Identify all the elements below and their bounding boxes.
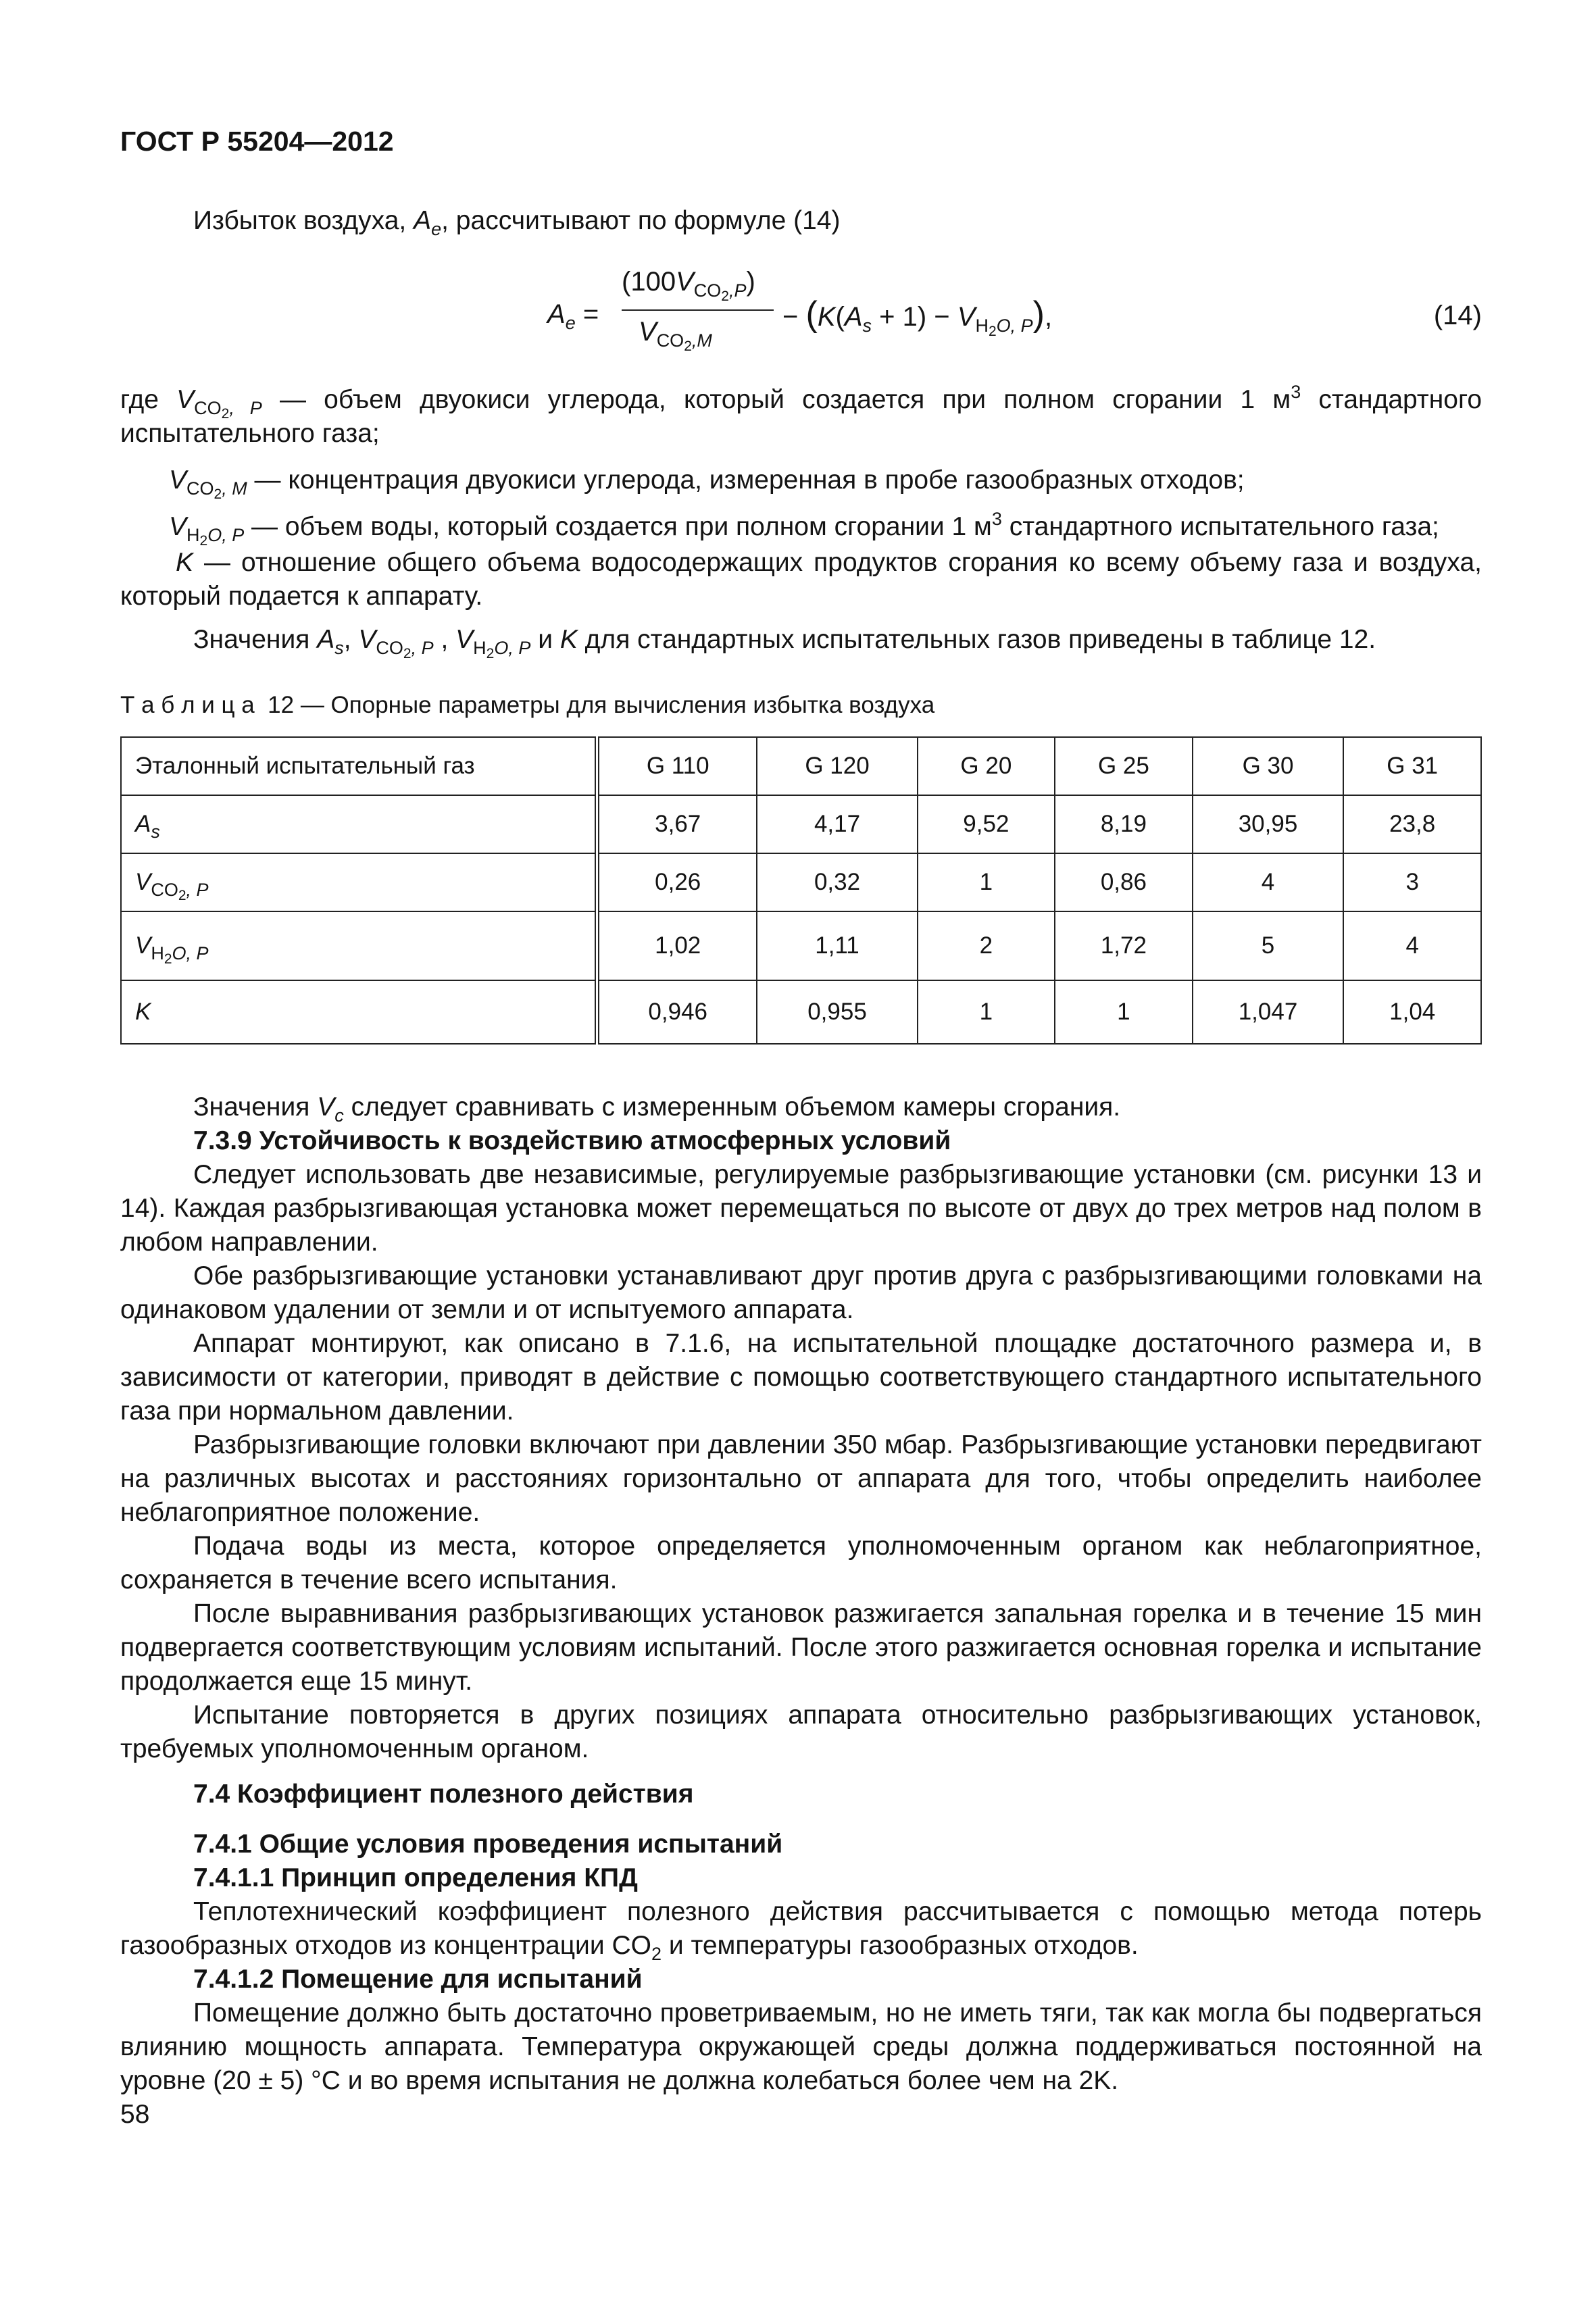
table-cell: 5 <box>1193 911 1344 980</box>
table-cell: 0,26 <box>597 853 757 911</box>
table-column-header: G 25 <box>1055 737 1193 795</box>
formula-number: (14) <box>1433 301 1482 330</box>
document-page: ГОСТ Р 55204—2012 Избыток воздуха, $A_e$, рассчитывают по формуле (14) $A_e$ = $(100V_{CO_2,P})$ $V_{CO_2,M}$ − $(K(A_s + 1) - V_{H_2O, P})$, (14) где $V_{CO_2, P}$ — объем двуокиси углерода, который создается при полном сгорании 1 $м^3$ стандартного испытательного газа; $V_{CO_2, M}$ — концентрация двуокиси углерода, измеренная в пробе газообразных отходов; $V_{H_2O, P}$ — объем воды, который создается при полном сгорании 1 $м^3$ стандартного испытательного газа; K — отношение общего объема водосодержащих продуктов сгорания ко всему объему газа и воздуха, который подается к аппарату. Значения $A_s$, $V_{CO_2, P}$ , $V_{H_2O, P}$ и K для стандартных испытательных газов приведены в таблице 12. Т а б л и ц а 12 — Опорные параметры для вычисления избытка воздуха Эталонный испытательный газ G 110 G 120 G 20 G 25 G 30 G 31 $A_s$ 3,67 4,17 9,52 8,19 30,95 23,8 $V_{CO_2, P}$ 0,26 0,32 1 0,86 4 3 $V_{H_2O, P}$ 1,02 1,11 2 1,72 5 4 K 0,946 0,955 1 1 1,047 1,04 Значения $V_c$ следует сравнивать с измеренным объемом камеры сгорания. 7.3.9 Устойчивость к воздействию атмосферных условий Следует использовать две независимые, регулируемые разбрызгивающие установки (см. рисунки 13 и 14). Каждая разбрызгивающая установка может перемещаться по высоте от двух до трех метров над полом в любом направлении. Обе разбрызгивающие установки устанавливают друг против друга с разбрызгивающими головками на одинаковом удалении от земли и от испытуемого аппарата. Аппарат монтируют, как описано в 7.1.6, на испытательной площадке достаточного размера и, в зависимости от категории, приводят в действие с помощью соответствующего стандартного испытательного газа при нормальном давлении. Разбрызгивающие головки включают при давлении 350 мбар. Разбрызгивающие установки передвигают на различных высотах и расстояниях горизонтально от аппарата для того, чтобы определить наиболее неблагоприятное положение. Подача воды из места, которое определяется уполномоченным органом как неблагоприятное, сохраняется в течение всего испытания. После выравнивания разбрызгивающих установок разжигается запальная горелка и в течение 15 мин подвергается соответствующим условиям испытаний. После этого разжигается основная горелка и испытание продолжается еще 15 минут. Испытание повторяется в других позициях аппарата относительно разбрызгивающих установок, требуемых уполномоченным органом. 7.4 Коэффициент полезного действия 7.4.1 Общие условия проведения испытаний 7.4.1.1 Принцип определения КПД Теплотехнический коэффициент полезного действия рассчитывается с помощью метода потерь газообразных отходов из концентрации $CO_2$ и температуры газообразных отходов. 7.4.1.2 Помещение для испытаний Помещение должно быть достаточно проветриваемым, но не иметь тяги, так как могла бы подвергаться влиянию мощность аппарата. Температура окружающей среды должна поддерживаться постоянной на уровне (20 ± 5) °C и во время испытания не должна колебаться более чем на 2K. 58 <box>120 126 1482 2129</box>
paragraph: Теплотехнический коэффициент полезного действия рассчитывается с помощью метода потерь газообразных отходов из концентрации $CO_2$ и температуры газообразных отходов. <box>120 1897 1482 1964</box>
row-label-as: $A_s$ <box>121 795 597 853</box>
table-row <box>121 980 1481 1044</box>
table-cell: 0,86 <box>1055 853 1193 911</box>
row-label-k: K <box>121 980 597 1044</box>
page-number: 58 <box>120 2100 150 2129</box>
fraction-bar <box>622 309 774 311</box>
formula-denominator: $V_{CO_2,M}$ <box>639 317 712 354</box>
table-cell: 1,04 <box>1343 980 1481 1044</box>
paragraph: Следует использовать две независимые, регулируемые разбрызгивающие установки (см. рисунки 13 и 14). Каждая разбрызгивающая установка может перемещаться по высоте от двух до трех метров над полом в любом направлении. <box>120 1160 1482 1257</box>
paragraph: Аппарат монтируют, как описано в 7.1.6, на испытательной площадке достаточного размера и, в зависимости от категории, приводят в действие с помощью соответствующего стандартного испытательного газа при нормальном давлении. <box>120 1329 1482 1426</box>
table-column-header: G 120 <box>757 737 917 795</box>
paragraph: Подача воды из места, которое определяется уполномоченным органом как неблагоприятное, сохраняется в течение всего испытания. <box>120 1532 1482 1594</box>
table-row <box>121 795 1481 853</box>
paragraph: Обе разбрызгивающие установки устанавливают друг против друга с разбрызгивающими головками на одинаковом удалении от земли и от испытуемого аппарата. <box>120 1261 1482 1324</box>
table-cell: 1,72 <box>1055 911 1193 980</box>
section-7-3-9-heading: 7.3.9 Устойчивость к воздействию атмосферных условий <box>193 1126 951 1155</box>
table-cell: 9,52 <box>918 795 1055 853</box>
table-cell: 1 <box>918 980 1055 1044</box>
table-column-header: G 20 <box>918 737 1055 795</box>
table-header-label: Эталонный испытательный газ <box>121 737 597 795</box>
table-cell: 2 <box>918 911 1055 980</box>
table-cell: 1 <box>918 853 1055 911</box>
where-v-co2-p: где $V_{CO_2, P}$ — объем двуокиси углерода, который создается при полном сгорании 1 $м^3$ стандартного испытательного газа; <box>120 382 1482 448</box>
table-cell: 4,17 <box>757 795 917 853</box>
vc-paragraph: Значения $V_c$ следует сравнивать с измеренным объемом камеры сгорания. <box>193 1092 1121 1126</box>
table-row <box>121 911 1481 980</box>
where-v-co2-m: $V_{CO_2, M}$ — концентрация двуокиси углерода, измеренная в пробе газообразных отходов; <box>169 466 1245 502</box>
table-cell: 1,11 <box>757 911 917 980</box>
table-column-header: G 110 <box>597 737 757 795</box>
table-cell: 30,95 <box>1193 795 1344 853</box>
table-cell: 0,946 <box>597 980 757 1044</box>
table-cell: 3,67 <box>597 795 757 853</box>
paragraph: После выравнивания разбрызгивающих установок разжигается запальная горелка и в течение 15 мин подвергается соответствующим условиям испытаний. После этого разжигается основная горелка и испытание продолжается еще 15 минут. <box>120 1599 1482 1696</box>
section-7-4-1-2-heading: 7.4.1.2 Помещение для испытаний <box>193 1965 643 1994</box>
table-cell: 1,047 <box>1193 980 1344 1044</box>
table-cell: 23,8 <box>1343 795 1481 853</box>
row-label-v-co2: $V_{CO_2, P}$ <box>121 853 597 911</box>
table-cell: 1 <box>1055 980 1193 1044</box>
section-7-4-1-heading: 7.4.1 Общие условия проведения испытаний <box>193 1830 783 1859</box>
document-header: ГОСТ Р 55204—2012 <box>120 126 394 157</box>
values-sentence: Значения $A_s$, $V_{CO_2, P}$ , $V_{H_2O, P}$ и K для стандартных испытательных газов приведены в таблице 12. <box>193 625 1376 661</box>
formula-numerator: $(100V_{CO_2,P})$ <box>622 267 755 304</box>
table-caption: Т а б л и ц а 12 — Опорные параметры для вычисления избытка воздуха <box>120 692 935 718</box>
table-cell: 3 <box>1343 853 1481 911</box>
table-column-header: G 31 <box>1343 737 1481 795</box>
table-cell: 8,19 <box>1055 795 1193 853</box>
paragraph: Помещение должно быть достаточно проветриваемым, но не иметь тяги, так как могла бы подвергаться влиянию мощность аппарата. Температура окружающей среды должна поддерживаться постоянной на уровне (20 ± 5) °C и во время испытания не должна колебаться более чем на 2K. <box>120 1998 1482 2095</box>
section-7-4-1-1-heading: 7.4.1.1 Принцип определения КПД <box>193 1863 638 1892</box>
table-cell: 4 <box>1343 911 1481 980</box>
intro-paragraph: Избыток воздуха, $A_e$, рассчитывают по формуле (14) <box>193 206 841 239</box>
section-7-4-heading: 7.4 Коэффициент полезного действия <box>193 1780 694 1809</box>
row-label-v-h2o: $V_{H_2O, P}$ <box>121 911 597 980</box>
paragraph: Разбрызгивающие головки включают при давлении 350 мбар. Разбрызгивающие установки передвигают на различных высотах и расстояниях горизонтально от аппарата для того, чтобы определить наиболее неблагоприятное положение. <box>120 1430 1482 1527</box>
table-row <box>121 853 1481 911</box>
table-header-row <box>121 737 1481 795</box>
table-cell: 1,02 <box>597 911 757 980</box>
table-cell: 4 <box>1193 853 1344 911</box>
paragraph: Испытание повторяется в других позициях аппарата относительно разбрызгивающих установок, требуемых уполномоченным органом. <box>120 1701 1482 1763</box>
table-cell: 0,955 <box>757 980 917 1044</box>
table-column-header: G 30 <box>1193 737 1344 795</box>
reference-parameters-table <box>120 736 1482 1045</box>
table-cell: 0,32 <box>757 853 917 911</box>
where-v-h2o-p: $V_{H_2O, P}$ — объем воды, который создается при полном сгорании 1 $м^3$ стандартного испытательного газа; <box>169 509 1439 549</box>
where-k: K — отношение общего объема водосодержащих продуктов сгорания ко всему объему газа и воздуха, который подается к аппарату. <box>120 548 1482 611</box>
